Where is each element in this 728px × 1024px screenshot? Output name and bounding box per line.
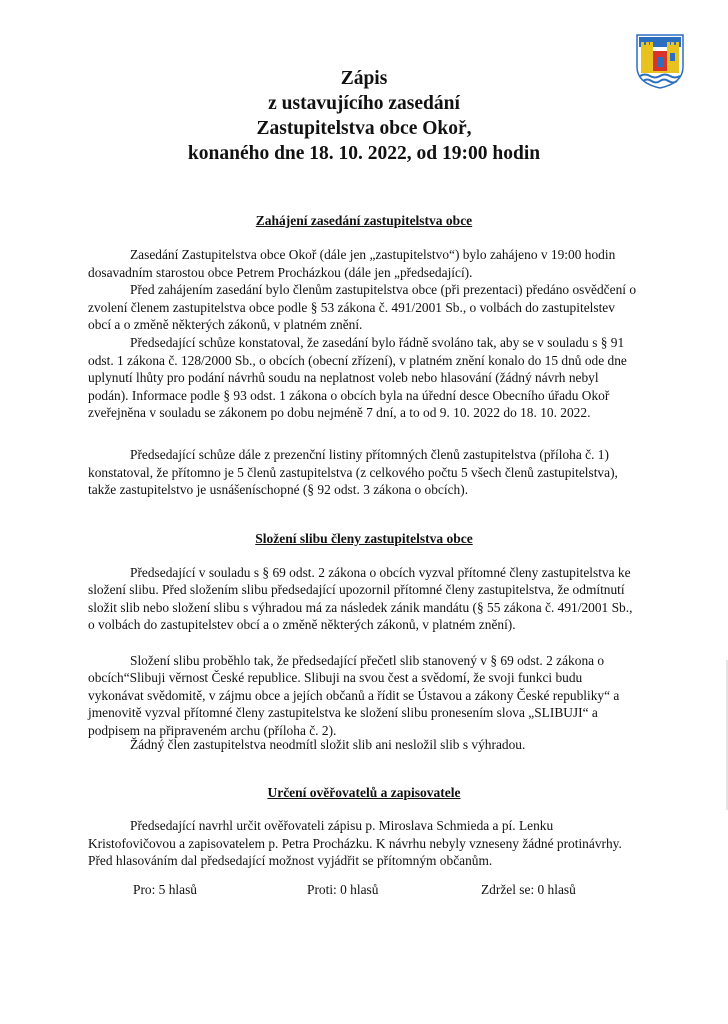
opening-paragraph-2: Před zahájením zasedání bylo členům zastupitelstva obce (při prezentaci) předáno osvědčení o zvolení členem zastupitelstva obce podle § 53 zákona č. 491/2001 Sb., o volbách do zastupitelstev obcí a o změně některých zákonů, v platném znění. xyxy=(88,282,637,333)
vote-pro: Pro: 5 hlasů xyxy=(133,882,197,897)
opening-paragraph-4: Předsedající schůze dále z prezenční listiny přítomných členů zastupitelstva (příloha č. 1) konstatoval, že přítomno je 5 členů zastupitelstva (z celkového počtu 5 všech členů zastupitelstva), takže zastupitelstvo je usnášeníschopné (§ 92 odst. 3 zákona o obcích). xyxy=(88,447,618,498)
section-heading-oath: Složení slibu členy zastupitelstva obce xyxy=(255,531,473,546)
title-line-2: z ustavujícího zasedání xyxy=(268,93,460,114)
document-title xyxy=(0,66,728,166)
verifiers-paragraph-1: Předsedající navrhl určit ověřovateli zápisu p. Miroslava Schmieda a pí. Lenku Kristofovičovou a zapisovatelem p. Petra Procházku. K návrhu nebyly vzneseny žádné protinávrhy. Před hlasováním dal předsedající možnost vyjádřit se přítomným občanům. xyxy=(88,818,622,869)
vote-abstain: Zdržel se: 0 hlasů xyxy=(481,882,576,897)
vote-against: Proti: 0 hlasů xyxy=(307,882,379,897)
title-line-4: konaného dne 18. 10. 2022, od 19:00 hodin xyxy=(187,143,541,164)
oath-paragraph-1: Předsedající v souladu s § 69 odst. 2 zákona o obcích vyzval přítomné členy zastupitelstva ke složení slibu. Před složením slibu předsedající upozornil přítomné členy zastupitelstva, že odmítnutí složit slib nebo složení slibu s výhradou má za následek zánik mandátu (§ 55 zákona č. 491/2001 Sb., o volbách do zastupitelstev obcí a o změně některých zákonů, v platném znění). xyxy=(88,565,633,633)
title-line-3: Zastupitelstva obce Okoř, xyxy=(256,118,472,139)
opening-paragraph-3: Předsedající schůze konstatoval, že zasedání bylo řádně svoláno tak, aby se v souladu s § 91 odst. 1 zákona č. 128/2000 Sb., o obcích (obecní zřízení), v platném znění konalo do 15 dnů ode dne uplynutí lhůty pro podání návrhů soudu na neplatnost voleb nebo hlasování (žádný návrh nebyl podán). Informace podle § 93 odst. 1 zákona o obcích byla na úřední desce Obecního úřadu Okoř zveřejněna v souladu se zákonem po dobu nejméně 7 dní, a to od 9. 10. 2022 do 18. 10. 2022. xyxy=(88,335,627,421)
opening-paragraph-1: Zasedání Zastupitelstva obce Okoř (dále jen „zastupitelstvo“) bylo zahájeno v 19:00 hodin dosavadním starostou obce Petrem Procházkou (dále jen „předsedající). xyxy=(88,247,616,280)
title-line-1: Zápis xyxy=(340,68,388,89)
section-heading-verifiers: Určení ověřovatelů a zapisovatele xyxy=(267,785,461,800)
oath-paragraph-3: Žádný člen zastupitelstva neodmítl složit slib ani nesložil slib s výhradou. xyxy=(130,737,526,752)
oath-paragraph-2: Složení slibu proběhlo tak, že předsedající přečetl slib stanovený v § 69 odst. 2 zákona o obcích“Slibuji věrnost České republice. Slibuji na svou čest a svědomí, že svoji funkci budu vykonávat svědomitě, v zájmu obce a jejích občanů a řídit se Ústavou a zákony České republiky“ a jmenovitě vyzval přítomné členy zastupitelstva ke složení slibu pronesením slova „SLIBUJI“ a podpisem na připraveném archu (příloha č. 2). xyxy=(88,653,620,738)
section-heading-opening: Zahájení zasedání zastupitelstva obce xyxy=(255,213,473,228)
